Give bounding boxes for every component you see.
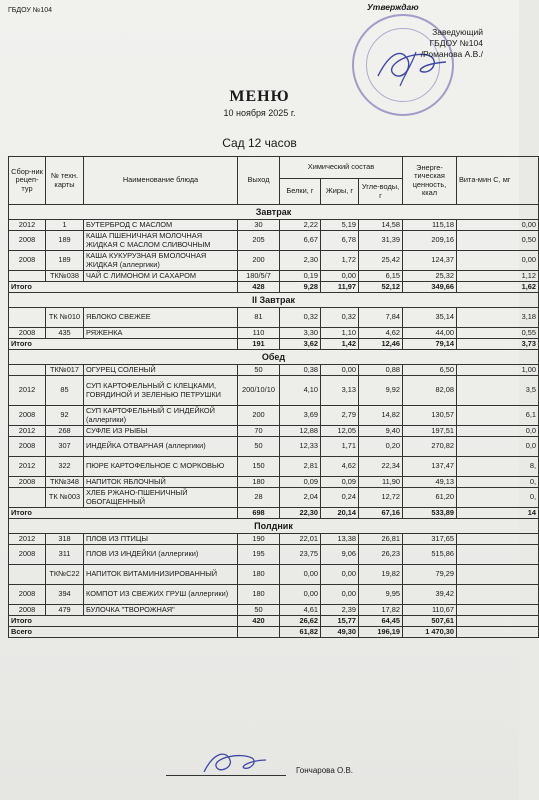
total-vitamin — [457, 616, 539, 627]
cell-collection: 2012 — [9, 426, 46, 437]
cell-fat: 13,38 — [321, 534, 359, 545]
cell-carbs: 22,34 — [359, 457, 403, 477]
cell-protein: 23,75 — [280, 545, 321, 565]
cell-dish: ХЛЕБ РЖАНО-ПШЕНИЧНЫЙ ОБОГАЩЕННЫЙ — [84, 488, 238, 508]
table-row — [9, 426, 539, 437]
cell-energy: 270,82 — [403, 437, 457, 457]
total-output: 420 — [238, 616, 280, 627]
cell-dish: ЧАЙ С ЛИМОНОМ И САХАРОМ — [84, 271, 238, 282]
cell-dish: КАША ПШЕНИЧНАЯ МОЛОЧНАЯ ЖИДКАЯ С МАСЛОМ СЛИВОЧНЫМ — [84, 231, 238, 251]
cell-energy: 25,32 — [403, 271, 457, 282]
total-energy: 349,66 — [403, 282, 457, 293]
grand-total-label: Всего — [9, 627, 238, 638]
cell-card: ТК №003 — [46, 488, 84, 508]
cell-collection — [9, 565, 46, 585]
cell-carbs: 14,58 — [359, 220, 403, 231]
cell-vitamin: 1,12 — [457, 271, 539, 282]
table-row — [9, 365, 539, 376]
total-fat: 1,42 — [321, 339, 359, 350]
cell-energy: 39,42 — [403, 585, 457, 605]
grand-total-fat: 49,30 — [321, 627, 359, 638]
cell-collection: 2008 — [9, 251, 46, 271]
total-row — [9, 339, 539, 350]
total-carbs: 52,12 — [359, 282, 403, 293]
section-header — [9, 519, 539, 534]
footer-name: Гончарова О.В. — [296, 766, 354, 775]
cell-fat: 0,00 — [321, 365, 359, 376]
grand-total-carbs: 196,19 — [359, 627, 403, 638]
total-energy: 79,14 — [403, 339, 457, 350]
cell-output: 200/10/10 — [238, 376, 280, 406]
cell-fat: 0,32 — [321, 308, 359, 328]
cell-protein: 6,67 — [280, 231, 321, 251]
cell-output: 180 — [238, 585, 280, 605]
approval-block — [353, 2, 483, 60]
table-row — [9, 231, 539, 251]
cell-output: 28 — [238, 488, 280, 508]
cell-vitamin: 0, — [457, 488, 539, 508]
page-title: МЕНЮ — [229, 88, 290, 105]
approve-position: Заведующий — [432, 27, 483, 37]
cell-energy: 82,08 — [403, 376, 457, 406]
cell-vitamin: 0,0 — [457, 437, 539, 457]
cell-collection: 2012 — [9, 457, 46, 477]
grand-total-row — [9, 627, 539, 638]
cell-collection — [9, 488, 46, 508]
section-title: II Завтрак — [9, 293, 539, 308]
grand-total-vitamin — [457, 627, 539, 638]
cell-fat: 3,13 — [321, 376, 359, 406]
total-fat: 15,77 — [321, 616, 359, 627]
cell-card: 322 — [46, 457, 84, 477]
cell-dish: ЯБЛОКО СВЕЖЕЕ — [84, 308, 238, 328]
cell-vitamin: 0,0 — [457, 426, 539, 437]
col-protein: Белки, г — [280, 179, 321, 205]
cell-carbs: 14,82 — [359, 406, 403, 426]
total-carbs: 67,16 — [359, 508, 403, 519]
table-row — [9, 308, 539, 328]
cell-carbs: 17,82 — [359, 605, 403, 616]
total-protein: 26,62 — [280, 616, 321, 627]
cell-dish: СУП КАРТОФЕЛЬНЫЙ С КЛЕЦКАМИ, ГОВЯДИНОЙ И ЗЕЛЕНЬЮ ПЕТРУШКИ — [84, 376, 238, 406]
col-carbs: Угле-воды, г — [359, 179, 403, 205]
cell-carbs: 0,20 — [359, 437, 403, 457]
cell-vitamin: 0, — [457, 477, 539, 488]
cell-protein: 12,33 — [280, 437, 321, 457]
cell-card: ТК№038 — [46, 271, 84, 282]
cell-dish: НАПИТОК ВИТАМИНИЗИРОВАННЫЙ — [84, 565, 238, 585]
cell-dish: КАША КУКУРУЗНАЯ БМОЛОЧНАЯ ЖИДКАЯ (аллергики) — [84, 251, 238, 271]
table-row — [9, 406, 539, 426]
table-row — [9, 328, 539, 339]
table-row — [9, 565, 539, 585]
cell-output: 70 — [238, 426, 280, 437]
approve-name: /Романова А.В./ — [420, 49, 483, 59]
cell-protein: 3,30 — [280, 328, 321, 339]
total-output: 428 — [238, 282, 280, 293]
total-output: 698 — [238, 508, 280, 519]
cell-fat: 2,39 — [321, 605, 359, 616]
cell-fat: 6,78 — [321, 231, 359, 251]
cell-output: 200 — [238, 251, 280, 271]
cell-energy: 137,47 — [403, 457, 457, 477]
cell-fat: 2,79 — [321, 406, 359, 426]
cell-card: 307 — [46, 437, 84, 457]
cell-fat: 12,05 — [321, 426, 359, 437]
cell-card: 311 — [46, 545, 84, 565]
cell-carbs: 0,88 — [359, 365, 403, 376]
total-output: 191 — [238, 339, 280, 350]
cell-collection: 2008 — [9, 605, 46, 616]
cell-carbs: 9,92 — [359, 376, 403, 406]
cell-output: 180 — [238, 565, 280, 585]
cell-output: 50 — [238, 605, 280, 616]
table-row — [9, 437, 539, 457]
cell-card: 92 — [46, 406, 84, 426]
cell-protein: 2,81 — [280, 457, 321, 477]
cell-vitamin — [457, 605, 539, 616]
cell-energy: 110,67 — [403, 605, 457, 616]
cell-carbs: 9,40 — [359, 426, 403, 437]
cell-energy: 130,57 — [403, 406, 457, 426]
cell-protein: 2,30 — [280, 251, 321, 271]
total-protein: 9,28 — [280, 282, 321, 293]
cell-output: 180 — [238, 477, 280, 488]
cell-card: 479 — [46, 605, 84, 616]
cell-carbs: 7,84 — [359, 308, 403, 328]
total-fat: 11,97 — [321, 282, 359, 293]
cell-collection — [9, 271, 46, 282]
cell-dish: ОГУРЕЦ СОЛЕНЫЙ — [84, 365, 238, 376]
cell-card: 435 — [46, 328, 84, 339]
approve-title: Утверждаю — [367, 2, 419, 12]
cell-output: 110 — [238, 328, 280, 339]
col-dish: Наименование блюда — [84, 157, 238, 205]
cell-collection: 2008 — [9, 406, 46, 426]
cell-card: 85 — [46, 376, 84, 406]
cell-collection: 2012 — [9, 220, 46, 231]
signature-line — [166, 775, 286, 776]
cell-protein: 4,10 — [280, 376, 321, 406]
cell-carbs: 9,95 — [359, 585, 403, 605]
cell-energy: 317,65 — [403, 534, 457, 545]
cell-vitamin: 6,1 — [457, 406, 539, 426]
cell-fat: 0,00 — [321, 585, 359, 605]
section-header — [9, 293, 539, 308]
cell-energy: 79,29 — [403, 565, 457, 585]
total-energy: 533,89 — [403, 508, 457, 519]
table-row — [9, 545, 539, 565]
cell-fat: 1,72 — [321, 251, 359, 271]
cell-vitamin — [457, 545, 539, 565]
col-card: № техн. карты — [46, 157, 84, 205]
cell-dish: СУП КАРТОФЕЛЬНЫЙ С ИНДЕЙКОЙ (аллергики) — [84, 406, 238, 426]
cell-carbs: 31,39 — [359, 231, 403, 251]
cell-protein: 2,04 — [280, 488, 321, 508]
cell-output: 50 — [238, 365, 280, 376]
cell-fat: 5,19 — [321, 220, 359, 231]
table-row — [9, 605, 539, 616]
table-row — [9, 220, 539, 231]
cell-vitamin: 3,5 — [457, 376, 539, 406]
cell-dish: ПЮРЕ КАРТОФЕЛЬНОЕ С МОРКОВЬЮ — [84, 457, 238, 477]
grand-total-output — [238, 627, 280, 638]
total-vitamin: 3,73 — [457, 339, 539, 350]
cell-energy: 115,18 — [403, 220, 457, 231]
cell-carbs: 6,15 — [359, 271, 403, 282]
cell-dish: КОМПОТ ИЗ СВЕЖИХ ГРУШ (аллергики) — [84, 585, 238, 605]
cell-fat: 0,00 — [321, 565, 359, 585]
cell-protein: 0,38 — [280, 365, 321, 376]
cell-card: ТК№С22 — [46, 565, 84, 585]
section-header — [9, 350, 539, 365]
cell-vitamin: 3,18 — [457, 308, 539, 328]
table-row — [9, 376, 539, 406]
cell-energy: 6,50 — [403, 365, 457, 376]
cell-vitamin — [457, 585, 539, 605]
table-row — [9, 271, 539, 282]
org-label: ГБДОУ №104 — [8, 7, 52, 14]
cell-dish: ПЛОВ ИЗ ИНДЕЙКИ (аллергики) — [84, 545, 238, 565]
cell-card: 1 — [46, 220, 84, 231]
cell-output: 81 — [238, 308, 280, 328]
cell-card: 268 — [46, 426, 84, 437]
cell-vitamin: 0,50 — [457, 231, 539, 251]
cell-card: ТК№348 — [46, 477, 84, 488]
total-carbs: 12,46 — [359, 339, 403, 350]
cell-vitamin: 0,55 — [457, 328, 539, 339]
total-protein: 22,30 — [280, 508, 321, 519]
cell-energy: 515,86 — [403, 545, 457, 565]
section-title: Обед — [9, 350, 539, 365]
cell-fat: 1,71 — [321, 437, 359, 457]
total-label: Итого — [9, 616, 238, 627]
cell-collection: 2012 — [9, 376, 46, 406]
cell-vitamin: 8, — [457, 457, 539, 477]
cell-dish: ПЛОВ ИЗ ПТИЦЫ — [84, 534, 238, 545]
cell-output: 50 — [238, 437, 280, 457]
cell-fat: 0,24 — [321, 488, 359, 508]
cell-collection: 2008 — [9, 585, 46, 605]
cell-dish: БУЛОЧКА "ТВОРОЖНАЯ" — [84, 605, 238, 616]
grand-total-protein: 61,82 — [280, 627, 321, 638]
cell-collection: 2008 — [9, 437, 46, 457]
cell-protein: 0,00 — [280, 585, 321, 605]
total-fat: 20,14 — [321, 508, 359, 519]
cell-vitamin — [457, 534, 539, 545]
cell-dish: ИНДЕЙКА ОТВАРНАЯ (аллергики) — [84, 437, 238, 457]
col-fat: Жиры, г — [321, 179, 359, 205]
cell-output: 200 — [238, 406, 280, 426]
cell-energy: 197,51 — [403, 426, 457, 437]
cell-fat: 0,00 — [321, 271, 359, 282]
section-title: Полдник — [9, 519, 539, 534]
cell-vitamin — [457, 565, 539, 585]
col-vitamin: Вита-мин С, мг — [457, 157, 539, 205]
cell-carbs: 4,62 — [359, 328, 403, 339]
col-energy: Энерге-тическая ценность, ккал — [403, 157, 457, 205]
col-collection: Сбор-ник рецеп-тур — [9, 157, 46, 205]
cell-collection — [9, 365, 46, 376]
cell-vitamin: 0,00 — [457, 220, 539, 231]
col-output: Выход — [238, 157, 280, 205]
total-vitamin: 1,62 — [457, 282, 539, 293]
cell-carbs: 12,72 — [359, 488, 403, 508]
cell-collection: 2008 — [9, 545, 46, 565]
cell-output: 180/5/7 — [238, 271, 280, 282]
table-row — [9, 534, 539, 545]
cell-card: ТК №010 — [46, 308, 84, 328]
cell-dish: РЯЖЕНКА — [84, 328, 238, 339]
cell-protein: 3,69 — [280, 406, 321, 426]
cell-card: 189 — [46, 231, 84, 251]
garden-group: Сад 12 часов — [222, 136, 297, 150]
cell-vitamin: 1,00 — [457, 365, 539, 376]
cell-card: 318 — [46, 534, 84, 545]
cell-card: 394 — [46, 585, 84, 605]
cell-fat: 4,62 — [321, 457, 359, 477]
cell-energy: 124,37 — [403, 251, 457, 271]
cell-output: 190 — [238, 534, 280, 545]
menu-body — [9, 205, 539, 638]
cell-output: 195 — [238, 545, 280, 565]
cell-protein: 22,01 — [280, 534, 321, 545]
cell-energy: 35,14 — [403, 308, 457, 328]
cell-energy: 61,20 — [403, 488, 457, 508]
cell-dish: БУТЕРБРОД С МАСЛОМ — [84, 220, 238, 231]
cell-output: 205 — [238, 231, 280, 251]
total-row — [9, 616, 539, 627]
cell-card: ТК№017 — [46, 365, 84, 376]
menu-date: 10 ноября 2025 г. — [223, 108, 296, 118]
table-row — [9, 488, 539, 508]
cell-collection: 2008 — [9, 231, 46, 251]
cell-protein: 4,61 — [280, 605, 321, 616]
table-row — [9, 585, 539, 605]
col-chem: Химический состав — [280, 157, 403, 179]
cell-collection — [9, 308, 46, 328]
total-label: Итого — [9, 339, 238, 350]
cell-collection: 2008 — [9, 477, 46, 488]
total-energy: 507,61 — [403, 616, 457, 627]
total-carbs: 64,45 — [359, 616, 403, 627]
table-row — [9, 477, 539, 488]
menu-table — [8, 156, 539, 638]
cell-carbs: 25,42 — [359, 251, 403, 271]
cell-fat: 1,10 — [321, 328, 359, 339]
total-row — [9, 508, 539, 519]
cell-card: 189 — [46, 251, 84, 271]
cell-fat: 9,06 — [321, 545, 359, 565]
cell-protein: 0,00 — [280, 565, 321, 585]
cell-carbs: 26,23 — [359, 545, 403, 565]
table-row — [9, 457, 539, 477]
cell-carbs: 19,82 — [359, 565, 403, 585]
cell-dish: НАПИТОК ЯБЛОЧНЫЙ — [84, 477, 238, 488]
cell-dish: СУФЛЕ ИЗ РЫБЫ — [84, 426, 238, 437]
total-vitamin: 14 — [457, 508, 539, 519]
total-label: Итого — [9, 508, 238, 519]
cell-energy: 44,00 — [403, 328, 457, 339]
cell-collection: 2008 — [9, 328, 46, 339]
cell-carbs: 26,81 — [359, 534, 403, 545]
cell-vitamin: 0,00 — [457, 251, 539, 271]
section-header — [9, 205, 539, 220]
cell-energy: 209,16 — [403, 231, 457, 251]
approve-org: ГБДОУ №104 — [429, 38, 483, 48]
cell-protein: 0,32 — [280, 308, 321, 328]
total-row — [9, 282, 539, 293]
cell-protein: 0,19 — [280, 271, 321, 282]
cell-fat: 0,09 — [321, 477, 359, 488]
cell-output: 30 — [238, 220, 280, 231]
total-label: Итого — [9, 282, 238, 293]
cell-output: 150 — [238, 457, 280, 477]
cell-protein: 2,22 — [280, 220, 321, 231]
cell-energy: 49,13 — [403, 477, 457, 488]
grand-total-energy: 1 470,30 — [403, 627, 457, 638]
cell-collection: 2012 — [9, 534, 46, 545]
cell-carbs: 11,90 — [359, 477, 403, 488]
cell-protein: 0,09 — [280, 477, 321, 488]
table-row — [9, 251, 539, 271]
total-protein: 3,62 — [280, 339, 321, 350]
section-title: Завтрак — [9, 205, 539, 220]
cell-protein: 12,88 — [280, 426, 321, 437]
